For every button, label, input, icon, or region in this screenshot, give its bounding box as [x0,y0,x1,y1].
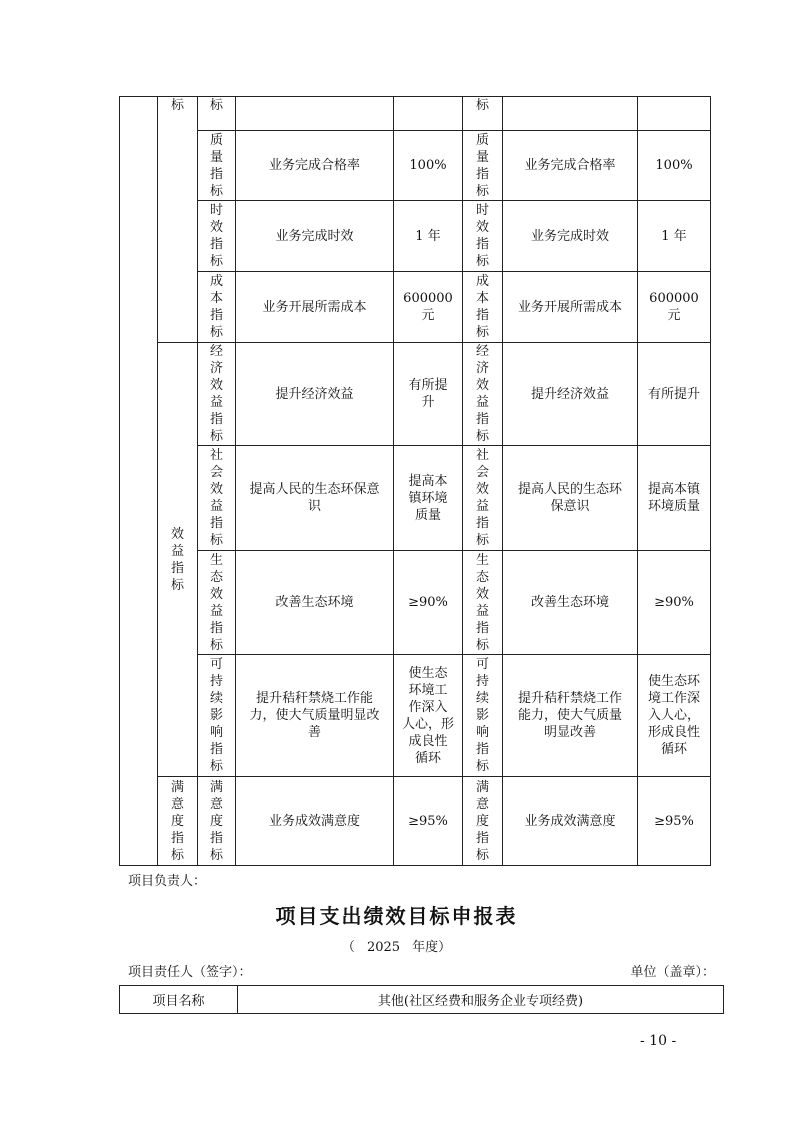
table-row [120,655,711,777]
table-row [120,777,711,866]
blank-level1-cell [120,97,158,866]
economic-indicator-label: 经 济 效 益 指 标 [198,343,236,446]
output-indicator-cell: 标 [158,97,198,343]
timeliness-indicator-value: 1 年 [394,201,463,272]
cost-indicator-label: 成 本 指 标 [198,272,236,343]
timeliness-indicator-value: 1 年 [638,201,711,272]
timeliness-indicator-label: 时 效 指 标 [463,201,503,272]
satisfaction-indicator-name: 业务成效满意度 [503,777,638,866]
economic-indicator-label: 经 济 效 益 指 标 [463,343,503,446]
timeliness-indicator-name: 业务完成时效 [236,201,394,272]
unit-seal-label: 单位（盖章）： [630,965,715,980]
satisfaction-indicator-name: 业务成效满意度 [236,777,394,866]
indicator-name-cell [236,97,394,131]
project-name-table [119,985,724,1014]
cost-indicator-label: 成 本 指 标 [463,272,503,343]
project-name-value: 其他(社区经费和服务企业专项经费) [238,986,724,1014]
timeliness-indicator-label: 时 效 指 标 [198,201,236,272]
satisfaction-indicator-label: 满 意 度 指 标 [198,777,236,866]
indicator-cell: 标 [463,97,503,131]
table-row [120,201,711,272]
social-indicator-label: 社 会 效 益 指 标 [198,446,236,551]
form-title: 项目支出绩效目标申报表 [275,904,518,928]
cost-indicator-value: 600000 元 [638,272,711,343]
quality-indicator-label: 质 量 指 标 [463,131,503,201]
cost-indicator-name: 业务开展所需成本 [236,272,394,343]
project-name-label: 项目名称 [120,986,238,1014]
quality-indicator-label: 质 量 指 标 [198,131,236,201]
project-owner-label: 项目负责人： [128,874,207,889]
page-number: - 10 - [640,1033,677,1049]
cost-indicator-value: 600000 元 [394,272,463,343]
satisfaction-indicator-group: 满 意 度 指 标 [158,777,198,866]
quality-indicator-name: 业务完成合格率 [236,131,394,201]
economic-indicator-value: 有所提 升 [394,343,463,446]
sustainable-indicator-label: 可 持 续 影 响 指 标 [198,655,236,777]
economic-indicator-name: 提升经济效益 [503,343,638,446]
sustainable-indicator-value: 使生态环 境工作深 入人心， 形成良性 循环 [638,655,711,777]
ecological-indicator-value: ≥90% [638,551,711,655]
sustainable-indicator-name: 提升秸秆禁烧工作能 力，使大气质量明显改 善 [236,655,394,777]
sustainable-indicator-name: 提升秸秆禁烧工作 能力，使大气质量 明显改善 [503,655,638,777]
responsible-signature-label: 项目责任人（签字）： [128,965,252,980]
sustainable-indicator-label: 可 持 续 影 响 指 标 [463,655,503,777]
quality-indicator-value: 100% [394,131,463,201]
ecological-indicator-label: 生 态 效 益 指 标 [463,551,503,655]
social-indicator-label: 社 会 效 益 指 标 [463,446,503,551]
indicator-cell: 标 [198,97,236,131]
quality-indicator-name: 业务完成合格率 [503,131,638,201]
social-indicator-value: 提高本 镇环境 质量 [394,446,463,551]
social-indicator-name: 提高人民的生态环保意 识 [236,446,394,551]
benefit-indicator-group: 效 益 指 标 [158,343,198,777]
social-indicator-name: 提高人民的生态环 保意识 [503,446,638,551]
ecological-indicator-value: ≥90% [394,551,463,655]
cost-indicator-name: 业务开展所需成本 [503,272,638,343]
sustainable-indicator-value: 使生态 环境工 作深入 人心，形 成良性 循环 [394,655,463,777]
table-row [120,986,724,1014]
economic-indicator-name: 提升经济效益 [236,343,394,446]
performance-table [119,96,711,866]
indicator-value-cell [638,97,711,131]
economic-indicator-value: 有所提升 [638,343,711,446]
quality-indicator-value: 100% [638,131,711,201]
satisfaction-indicator-value: ≥95% [638,777,711,866]
satisfaction-indicator-value: ≥95% [394,777,463,866]
table-row [120,343,711,446]
indicator-name-cell [503,97,638,131]
ecological-indicator-name: 改善生态环境 [236,551,394,655]
ecological-indicator-label: 生 态 效 益 指 标 [198,551,236,655]
social-indicator-value: 提高本镇 环境质量 [638,446,711,551]
form-year: （ 2025 年度） [341,940,452,955]
ecological-indicator-name: 改善生态环境 [503,551,638,655]
table-row [120,446,711,551]
table-row [120,272,711,343]
timeliness-indicator-name: 业务完成时效 [503,201,638,272]
table-row [120,551,711,655]
satisfaction-indicator-label: 满 意 度 指 标 [463,777,503,866]
table-row [120,97,711,131]
table-row [120,131,711,201]
indicator-value-cell [394,97,463,131]
